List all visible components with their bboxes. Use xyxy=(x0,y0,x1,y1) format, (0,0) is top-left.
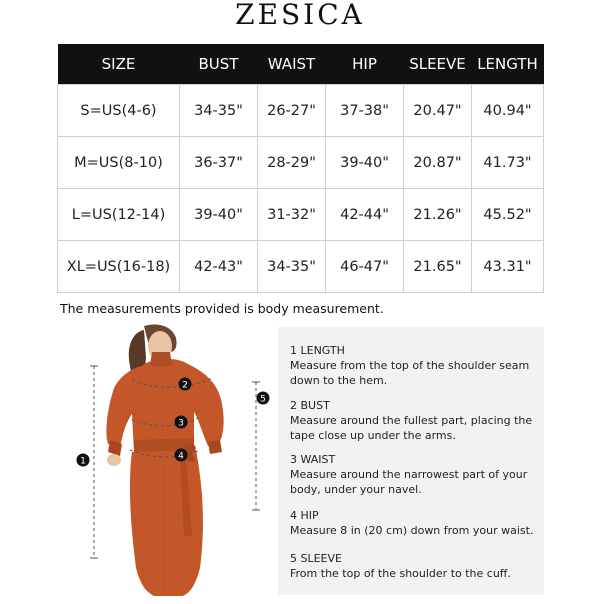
marker-waist xyxy=(175,416,188,429)
cell-sleeve: 21.26" xyxy=(404,189,472,241)
header-length: LENGTH xyxy=(472,44,544,85)
table-row xyxy=(58,241,544,293)
cell-waist: 28-29" xyxy=(258,137,326,189)
guide-title: 2 BUST xyxy=(290,399,330,412)
cell-sleeve: 20.87" xyxy=(404,137,472,189)
marker-label-length: 1 xyxy=(80,456,86,467)
cell-length: 43.31" xyxy=(472,241,544,293)
cell-hip: 46-47" xyxy=(326,241,404,293)
measurement-guide-panel xyxy=(278,327,544,595)
guide-item-hip xyxy=(290,508,540,538)
header-sleeve: SLEEVE xyxy=(404,44,472,85)
cell-length: 40.94" xyxy=(472,85,544,137)
table-row xyxy=(58,137,544,189)
marker-hip xyxy=(175,449,188,462)
marker-layer xyxy=(72,322,282,600)
cell-size: XL=US(16-18) xyxy=(58,241,180,293)
table-row xyxy=(58,189,544,241)
header-size: SIZE xyxy=(58,44,180,85)
cell-waist: 26-27" xyxy=(258,85,326,137)
marker-label-sleeve: 5 xyxy=(260,394,266,405)
cell-hip: 42-44" xyxy=(326,189,404,241)
guide-desc: Measure around the narrowest part of your body, under your navel. xyxy=(290,468,528,496)
cell-size: M=US(8-10) xyxy=(58,137,180,189)
cell-size: L=US(12-14) xyxy=(58,189,180,241)
cell-sleeve: 20.47" xyxy=(404,85,472,137)
guide-desc: From the top of the shoulder to the cuff. xyxy=(290,567,511,580)
table-row xyxy=(58,85,544,137)
measurement-note: The measurements provided is body measurement. xyxy=(60,301,384,316)
cell-length: 41.73" xyxy=(472,137,544,189)
marker-label-bust: 2 xyxy=(182,380,188,391)
guide-title: 4 HIP xyxy=(290,509,319,522)
header-hip: HIP xyxy=(326,44,404,85)
dress-figure xyxy=(72,322,282,600)
cell-length: 45.52" xyxy=(472,189,544,241)
cell-sleeve: 21.65" xyxy=(404,241,472,293)
guide-item-length xyxy=(290,343,540,388)
brand-logo: ZESICA xyxy=(235,0,365,31)
marker-label-hip: 4 xyxy=(178,451,184,462)
cell-hip: 39-40" xyxy=(326,137,404,189)
guide-desc: Measure around the fullest part, placing the tape close up under the arms. xyxy=(290,414,533,442)
guide-desc: Measure 8 in (20 cm) down from your waist. xyxy=(290,524,534,537)
marker-label-waist: 3 xyxy=(178,418,184,429)
cell-bust: 42-43" xyxy=(180,241,258,293)
table-header-row xyxy=(58,44,544,85)
cell-hip: 37-38" xyxy=(326,85,404,137)
marker-length xyxy=(77,454,90,467)
header-waist: WAIST xyxy=(258,44,326,85)
guide-title: 1 LENGTH xyxy=(290,344,345,357)
cell-size: S=US(4-6) xyxy=(58,85,180,137)
guide-item-sleeve xyxy=(290,551,540,581)
marker-sleeve xyxy=(257,392,270,405)
guide-desc: Measure from the top of the shoulder seam down to the hem. xyxy=(290,359,530,387)
guide-item-bust xyxy=(290,398,540,443)
header-bust: BUST xyxy=(180,44,258,85)
cell-waist: 34-35" xyxy=(258,241,326,293)
guide-item-waist xyxy=(290,452,540,497)
cell-bust: 34-35" xyxy=(180,85,258,137)
marker-bust xyxy=(179,378,192,391)
guide-title: 5 SLEEVE xyxy=(290,552,342,565)
size-chart-table xyxy=(57,44,544,293)
cell-bust: 36-37" xyxy=(180,137,258,189)
cell-waist: 31-32" xyxy=(258,189,326,241)
guide-title: 3 WAIST xyxy=(290,453,336,466)
cell-bust: 39-40" xyxy=(180,189,258,241)
